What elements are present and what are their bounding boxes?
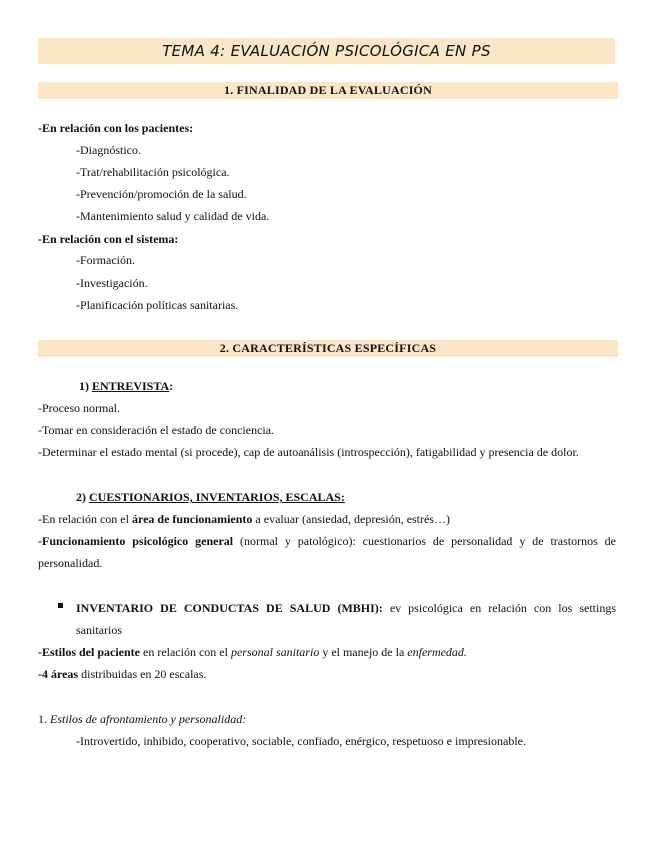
section-heading-caracteristicas: 2. CARACTERÍSTICAS ESPECÍFICAS xyxy=(38,340,618,357)
list-item: -Planificación políticas sanitarias. xyxy=(76,298,239,312)
list-item: -Diagnóstico. xyxy=(76,143,141,157)
subheading-cuestionarios: 2) CUESTIONARIOS, INVENTARIOS, ESCALAS: xyxy=(76,490,345,504)
bullet-icon xyxy=(58,603,63,608)
section-heading-finalidad: 1. FINALIDAD DE LA EVALUACIÓN xyxy=(38,82,618,99)
document-title: TEMA 4: EVALUACIÓN PSICOLÓGICA EN PS xyxy=(38,38,615,64)
patients-label: -En relación con los pacientes: xyxy=(38,121,194,135)
paragraph-line: personalidad. xyxy=(38,556,103,570)
list-item: -Proceso normal. xyxy=(38,401,120,415)
system-label: -En relación con el sistema: xyxy=(38,232,179,246)
list-item: -Trat/rehabilitación psicológica. xyxy=(76,165,230,179)
list-item: -Mantenimiento salud y calidad de vida. xyxy=(76,209,270,223)
mbhi-heading: INVENTARIO DE CONDUCTAS DE SALUD (MBHI): ev psicológica en relación con los settings xyxy=(76,601,616,615)
list-item: -Prevención/promoción de la salud. xyxy=(76,187,247,201)
list-item: -Introvertido, inhibido, cooperativo, sociable, confiado, enérgico, respetuoso e impresionable. xyxy=(76,734,526,748)
list-item: -Formación. xyxy=(76,253,135,267)
list-item: -Investigación. xyxy=(76,276,148,290)
list-item: -Determinar el estado mental (si procede), cap de autoanálisis (introspección), fatigabilidad y presencia de dolor. xyxy=(38,445,579,459)
paragraph-line: -4 áreas distribuidas en 20 escalas. xyxy=(38,667,207,681)
paragraph-line: -Estilos del paciente en relación con el personal sanitario y el manejo de la enfermedad. xyxy=(38,645,467,659)
subsection-label: 1. Estilos de afrontamiento y personalidad: xyxy=(38,712,247,726)
list-item: -Tomar en consideración el estado de conciencia. xyxy=(38,423,275,437)
paragraph-line: sanitarios xyxy=(76,623,122,637)
subheading-entrevista: 1) ENTREVISTA: xyxy=(79,379,174,393)
paragraph-line: -Funcionamiento psicológico general (normal y patológico): cuestionarios de personalidad y de trastornos de xyxy=(38,534,617,548)
paragraph-line: -En relación con el área de funcionamiento a evaluar (ansiedad, depresión, estrés…) xyxy=(38,512,451,526)
